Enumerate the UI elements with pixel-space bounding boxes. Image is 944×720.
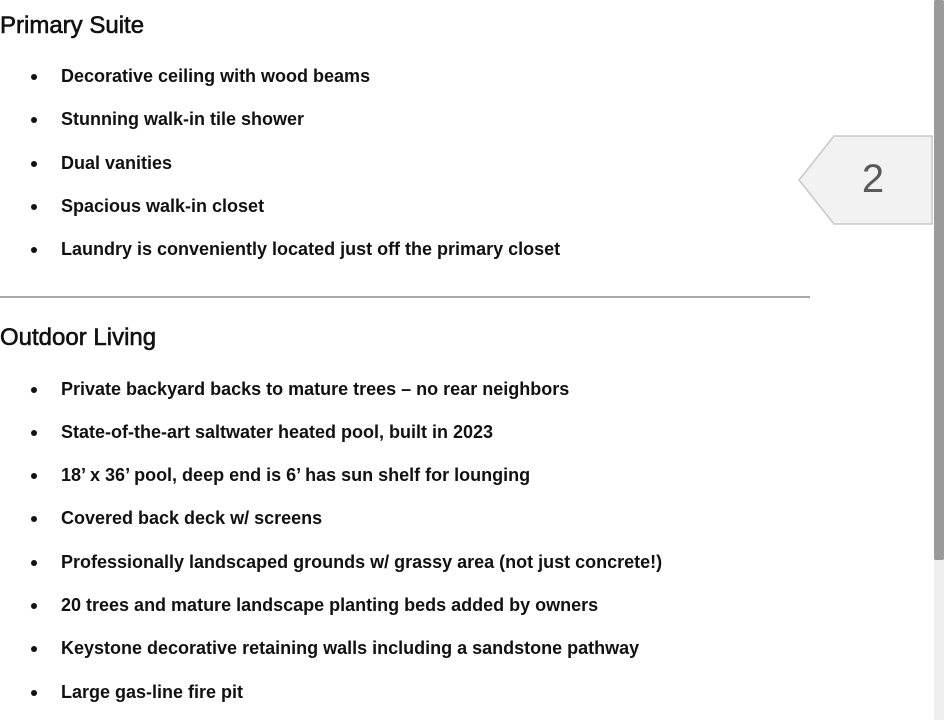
bullet-icon — [31, 74, 37, 80]
list-item-text: Covered back deck w/ screens — [61, 508, 323, 528]
bullet-icon — [31, 473, 37, 479]
bullet-icon — [31, 204, 37, 210]
scrollbar-thumb[interactable] — [934, 0, 944, 560]
bullet-icon — [31, 516, 37, 522]
bullet-icon — [31, 690, 37, 696]
bullet-icon — [31, 117, 37, 123]
bullet-icon — [31, 247, 37, 253]
page-number-tab[interactable] — [798, 135, 933, 225]
page-number: 2 — [861, 157, 885, 201]
list-item-text: Keystone decorative retaining walls including a sandstone pathway — [61, 638, 640, 658]
bullet-icon — [31, 603, 37, 609]
list-item-text: State-of-the-art saltwater heated pool, built in 2023 — [61, 422, 494, 442]
vertical-scrollbar[interactable] — [934, 0, 944, 720]
bullet-icon — [31, 430, 37, 436]
list-item-text: Decorative ceiling with wood beams — [61, 66, 371, 86]
list-item-text: Professionally landscaped grounds w/ grassy area (not just concrete!) — [61, 552, 663, 572]
section-title-outdoor-living: Outdoor Living — [0, 324, 157, 351]
bullet-icon — [31, 387, 37, 393]
bullet-icon — [31, 646, 37, 652]
list-item-text: Dual vanities — [61, 153, 173, 173]
bullet-icon — [31, 161, 37, 167]
section-divider — [0, 296, 810, 298]
list-item-text: 20 trees and mature landscape planting beds added by owners — [61, 595, 599, 615]
list-item-text: Private backyard backs to mature trees – no rear neighbors — [61, 379, 570, 399]
bullet-icon — [31, 560, 37, 566]
list-item-text: Stunning walk-in tile shower — [61, 109, 305, 129]
list-item-text: Laundry is conveniently located just off the primary closet — [61, 239, 561, 259]
list-item-text: Large gas-line fire pit — [61, 682, 244, 702]
list-item-text: Spacious walk-in closet — [61, 196, 265, 216]
section-title-primary-suite: Primary Suite — [0, 12, 145, 39]
list-item-text: 18’ x 36’ pool, deep end is 6’ has sun shelf for lounging — [61, 465, 531, 485]
